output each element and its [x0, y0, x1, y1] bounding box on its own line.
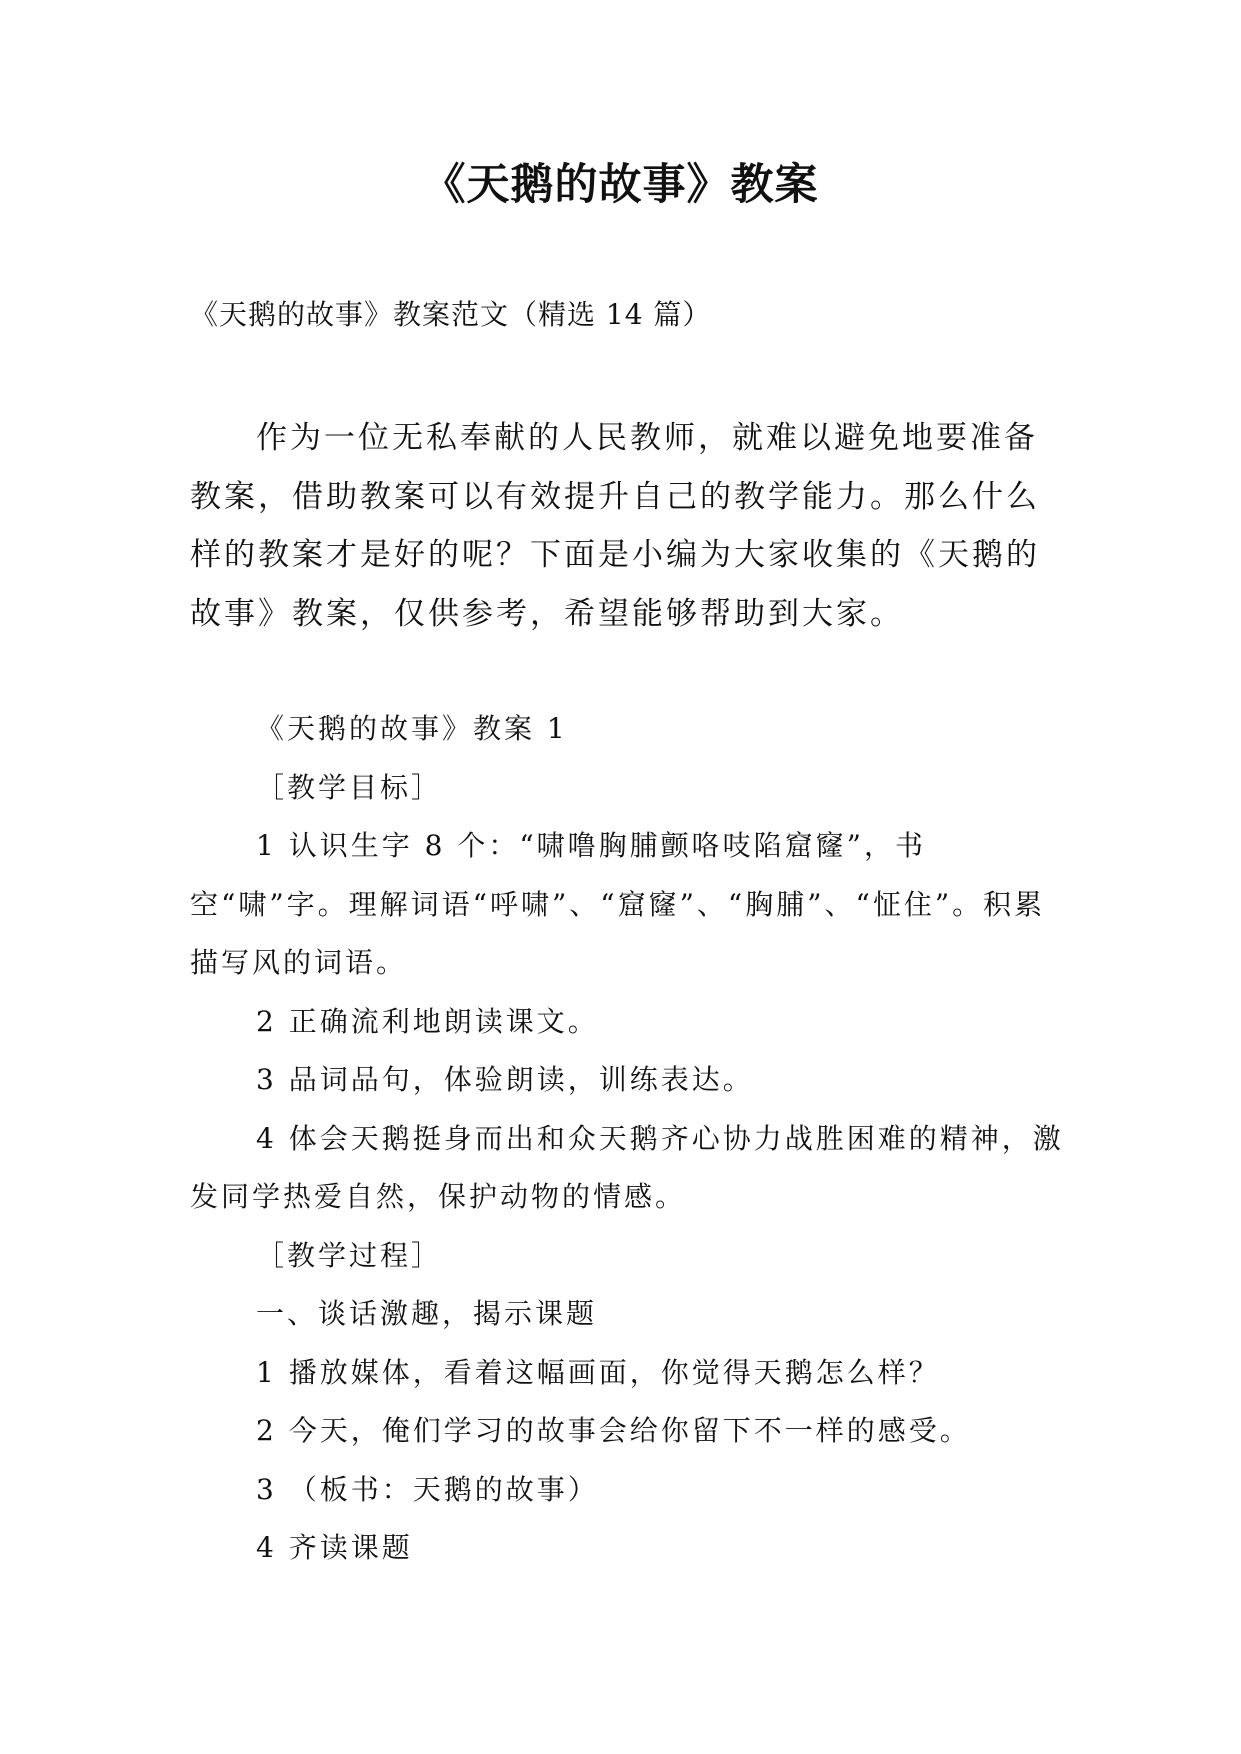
document-title: 《天鹅的故事》教案	[422, 160, 819, 210]
section-heading: 《天鹅的故事》教案 1	[256, 712, 568, 745]
process-item: 2 今天，俺们学习的故事会给你留下不一样的感受。	[256, 1414, 971, 1447]
objective-item: 4 体会天鹅挺身而出和众天鹅齐心协力战胜困难的精神，激发同学热爱自然，保护动物的情感。	[190, 1121, 1064, 1213]
document-body	[190, 700, 1070, 1578]
section-label-process: ［教学过程］	[256, 1238, 443, 1272]
objective-item: 3 品词品句，体验朗读，训练表达。	[256, 1063, 754, 1096]
process-item: 4 齐读课题	[256, 1531, 413, 1564]
section-label-objectives: ［教学目标］	[256, 770, 443, 804]
objective-item: 1 认识生字 8 个：“啸噜胸脯颤咯吱陷窟窿”，书空“啸”字。理解词语“呼啸”、“窟窿”、“胸脯”、“怔住”。积累描写风的词语。	[190, 829, 1046, 979]
process-step-heading: 一、谈话激趣，揭示课题	[256, 1297, 598, 1330]
objective-item: 2 正确流利地朗读课文。	[256, 1004, 599, 1038]
process-item: 3 （板书：天鹅的故事）	[256, 1472, 599, 1506]
document-subtitle: 《天鹅的故事》教案范文（精选 14 篇）	[190, 298, 712, 331]
process-item: 1 播放媒体，看着这幅画面，你觉得天鹅怎么样？	[256, 1355, 940, 1389]
intro-paragraph: 作为一位无私奉献的人民教师，就难以避免地要准备教案，借助教案可以有效提升自己的教学能力。那么什么样的教案才是好的呢？下面是小编为大家收集的《天鹅的故事》教案，仅供参考，希望能够帮助到大家。	[190, 420, 1040, 632]
